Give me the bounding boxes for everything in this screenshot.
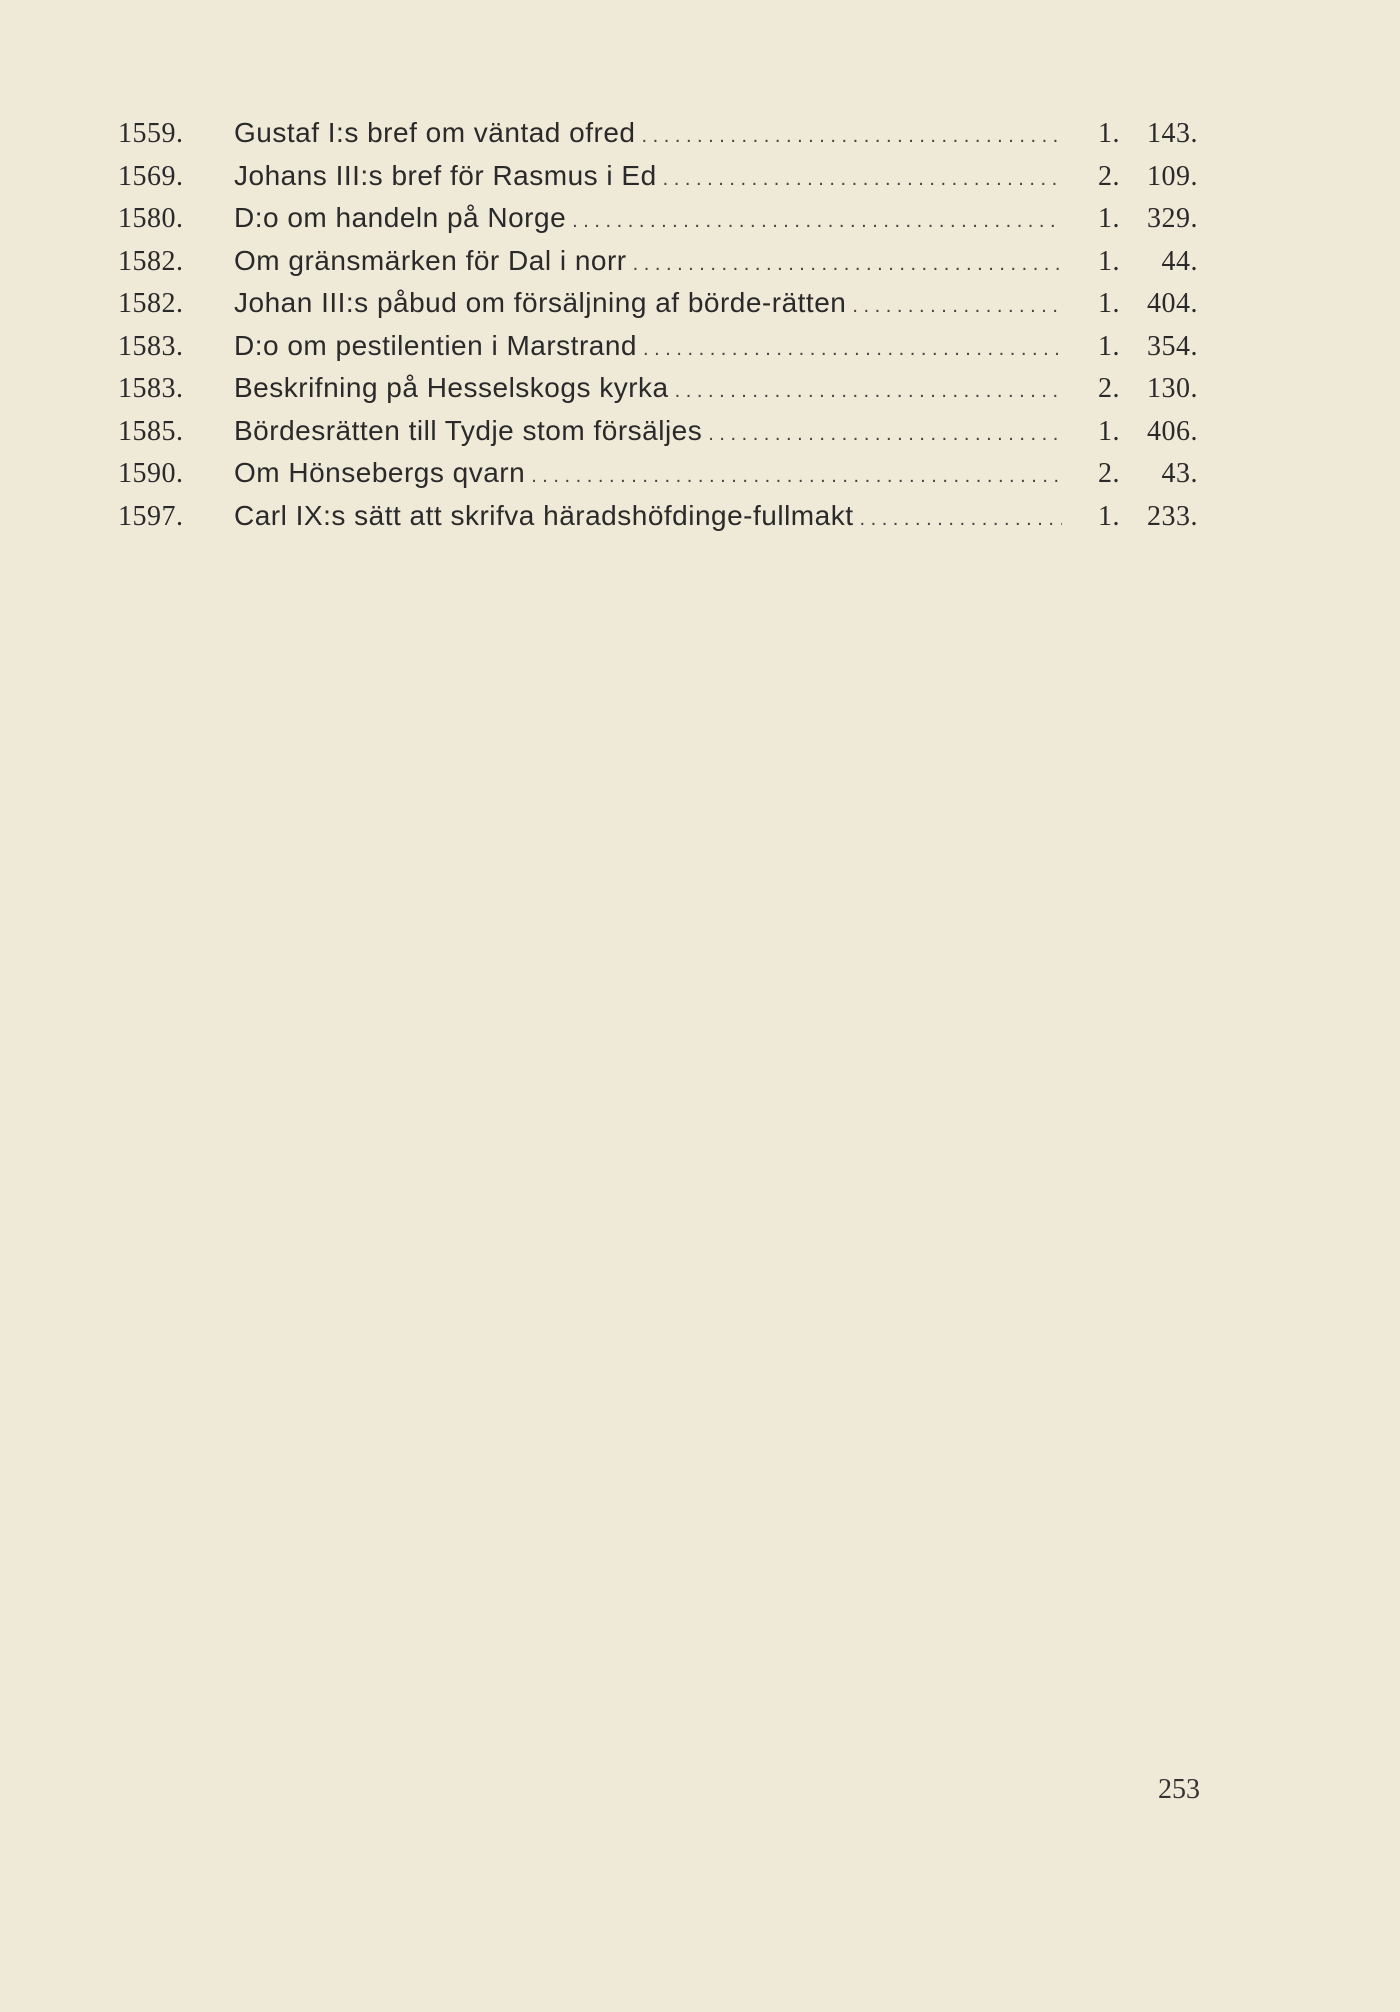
entry-volume: 1. <box>1098 203 1120 234</box>
entry-page: 354. <box>1147 330 1198 362</box>
entry-year: 1597. <box>118 500 184 532</box>
index-list <box>118 112 1198 537</box>
entry-page: 143. <box>1147 118 1198 149</box>
entry-year: 1583. <box>118 330 184 362</box>
index-entry <box>118 112 1198 155</box>
dot-leader <box>663 158 1062 201</box>
entry-volume: 1. <box>1098 245 1120 277</box>
entry-page: 404. <box>1147 288 1198 319</box>
dot-leader <box>852 285 1062 328</box>
entry-page: 329. <box>1147 203 1198 234</box>
entry-page: 109. <box>1147 160 1198 192</box>
entry-title: Carl IX:s sätt att skrifva häradshöfdinge-fullmakt <box>234 499 854 531</box>
entry-volume: 2. <box>1098 373 1120 404</box>
page-number: 253 <box>1158 1774 1200 1805</box>
dot-leader <box>531 455 1062 498</box>
entry-year: 1580. <box>118 203 184 234</box>
dot-leader <box>859 498 1062 541</box>
dot-leader <box>643 328 1062 371</box>
dot-leader <box>708 413 1062 456</box>
entry-year: 1582. <box>118 288 184 319</box>
index-entry <box>118 452 1198 495</box>
index-entry <box>118 282 1198 325</box>
entry-page: 43. <box>1161 458 1198 489</box>
entry-title: Johan III:s påbud om försäljning af börde-rätten <box>234 287 847 318</box>
entry-year: 1569. <box>118 160 184 192</box>
entry-title: Om Hönsebergs qvarn <box>234 457 526 488</box>
entry-year: 1583. <box>118 373 184 404</box>
entry-year: 1559. <box>118 118 184 149</box>
index-entry <box>118 240 1198 283</box>
index-entry <box>118 495 1198 538</box>
entry-title: Beskrifning på Hesselskogs kyrka <box>234 372 669 403</box>
dot-leader <box>572 200 1062 243</box>
entry-title: Om gränsmärken för Dal i norr <box>234 244 627 276</box>
entry-page: 130. <box>1147 373 1198 404</box>
entry-title: D:o om handeln på Norge <box>234 202 567 233</box>
entry-year: 1582. <box>118 245 184 277</box>
entry-year: 1585. <box>118 415 184 447</box>
entry-volume: 1. <box>1098 330 1120 362</box>
dot-leader <box>641 115 1062 158</box>
entry-volume: 1. <box>1098 288 1120 319</box>
entry-title: Gustaf I:s bref om väntad ofred <box>234 117 636 148</box>
entry-volume: 2. <box>1098 160 1120 192</box>
index-entry <box>118 325 1198 368</box>
entry-title: D:o om pestilentien i Marstrand <box>234 329 638 361</box>
index-entry <box>118 367 1198 410</box>
index-entry <box>118 155 1198 198</box>
entry-volume: 1. <box>1098 415 1120 447</box>
entry-page: 233. <box>1147 500 1198 532</box>
entry-volume: 2. <box>1098 458 1120 489</box>
dot-leader <box>633 243 1062 286</box>
entry-volume: 1. <box>1098 118 1120 149</box>
index-entry <box>118 197 1198 240</box>
entry-volume: 1. <box>1098 500 1120 532</box>
dot-leader <box>675 370 1062 413</box>
entry-page: 406. <box>1147 415 1198 447</box>
entry-title: Johans III:s bref för Rasmus i Ed <box>234 159 657 191</box>
entry-title: Bördesrätten till Tydje stom försäljes <box>234 414 703 446</box>
entry-page: 44. <box>1161 245 1198 277</box>
index-entry <box>118 410 1198 453</box>
entry-year: 1590. <box>118 458 184 489</box>
